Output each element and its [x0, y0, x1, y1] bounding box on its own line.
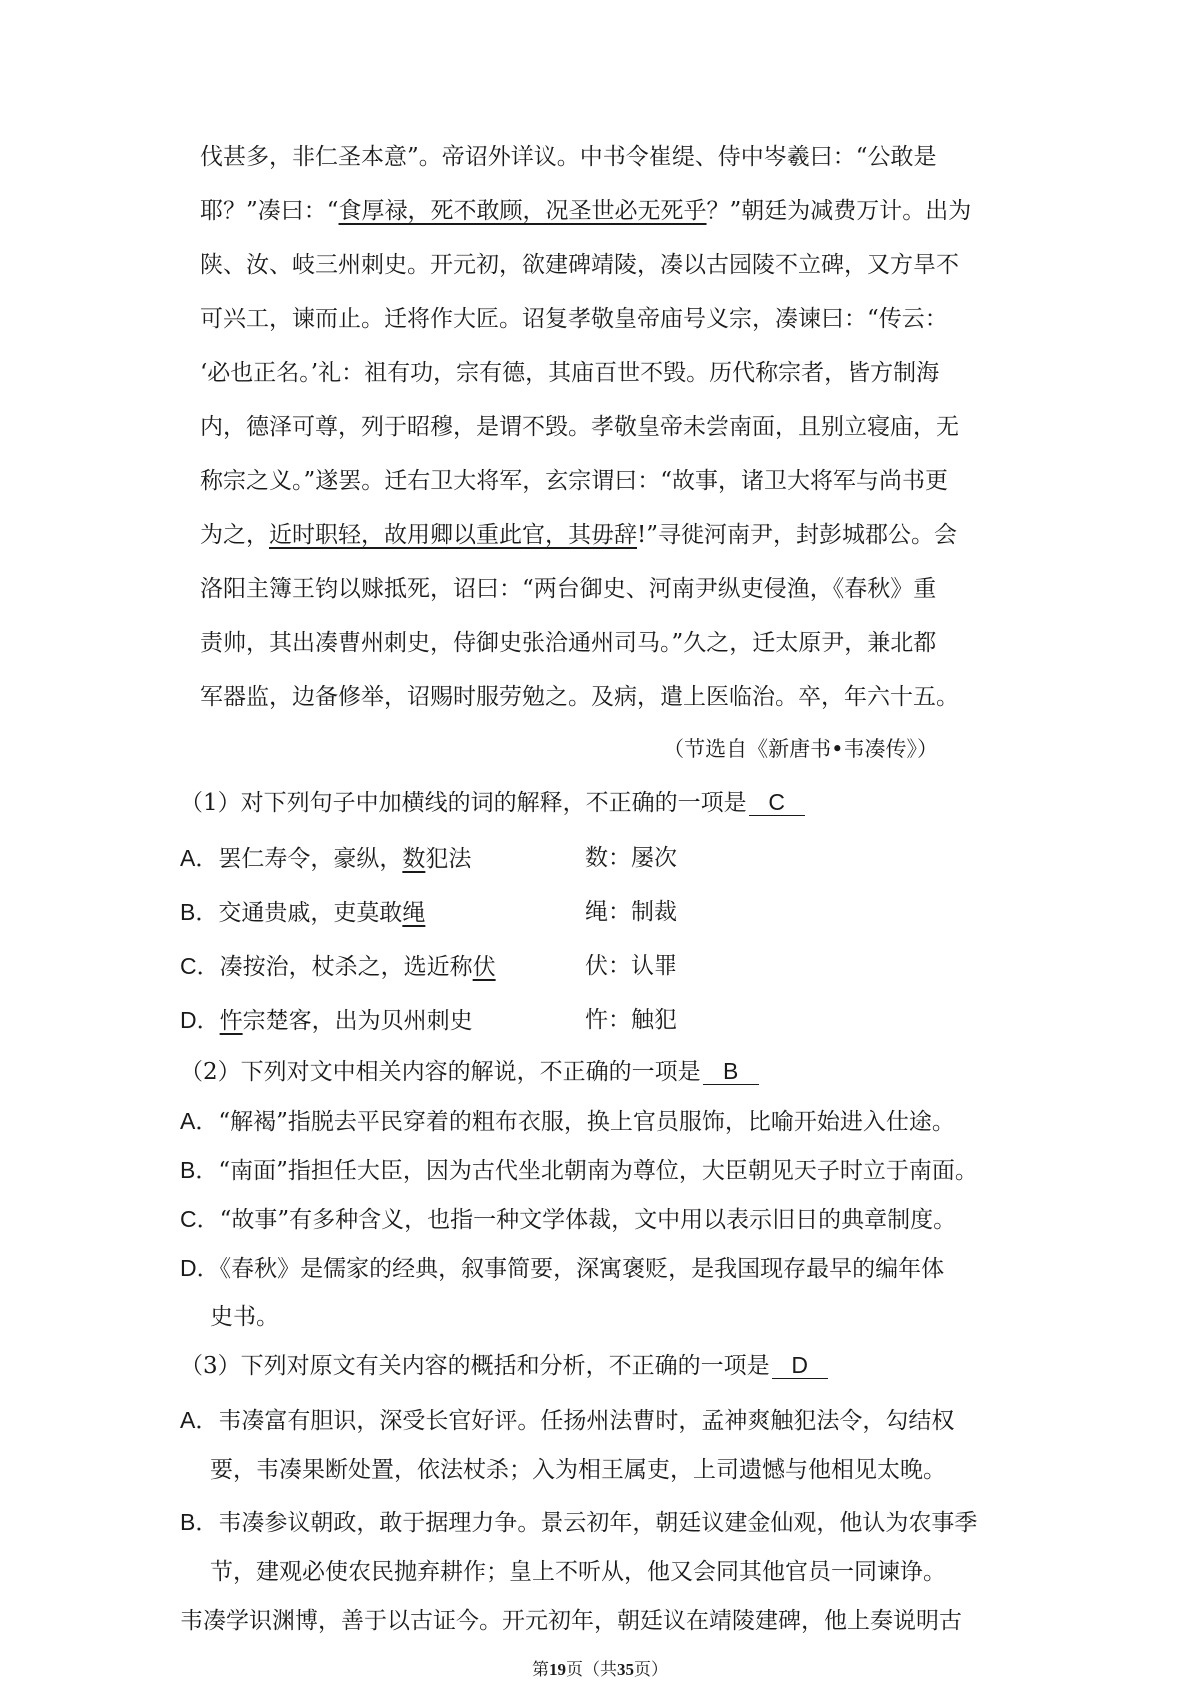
total-pages: 35: [617, 1660, 634, 1679]
q2-answer: B: [703, 1058, 759, 1085]
q2-stem-text: （2）下列对文中相关内容的解说，不正确的一项是: [180, 1059, 701, 1085]
q1-option-c-gloss: 伏：认罪: [585, 953, 677, 979]
passage-line-11: 军器监，边备修举，诏赐时服劳勉之。及病，遣上医临治。卒，年六十五。: [200, 684, 959, 710]
option-text: 罢仁寿令，豪纵，: [218, 846, 403, 872]
passage-line-10: 责帅，其出凑曹州刺史，侍御史张洽通州司马。”久之，迁太原尹，兼北都: [200, 630, 937, 656]
passage-line-1: 伐甚多，非仁圣本意”。帝诏外详议。中书令崔缇、侍中岑羲曰：“公敢是: [200, 144, 937, 170]
option-text: 凑按治，杖杀之，选近称: [219, 954, 473, 980]
passage-line-5: ‘必也正名。’礼：祖有功，宗有德，其庙百世不毁。历代称宗者，皆方制海: [200, 360, 940, 386]
q3-option-b: [180, 1507, 977, 1538]
underlined-sentence-2: 近时职轻，故用卿以重此官，其毋辞: [269, 522, 637, 548]
q3-answer: D: [772, 1352, 828, 1379]
underlined-word: 忤: [219, 1008, 243, 1034]
q3-option-a-cont: 要，韦凑果断处置，依法杖杀；入为相王属吏，上司遗憾与他相见太晚。: [210, 1457, 946, 1483]
q2-option-d: [180, 1253, 944, 1284]
passage-line-2: [200, 196, 971, 226]
q1-option-a-gloss: 数：屡次: [585, 845, 677, 871]
footer-text: 页（共: [566, 1660, 617, 1680]
option-text: 韦凑富有胆识，深受长官好评。任扬州法曹时，孟神爽触犯法令，勾结权: [218, 1408, 955, 1434]
option-letter: A．: [180, 1407, 219, 1433]
passage-line-3: 陕、汝、岐三州刺史。开元初，欲建碑靖陵，凑以古园陵不立碑，又方旱不: [200, 252, 959, 278]
passage-line-9: 洛阳主簿王钧以赇抵死，诏曰：“两台御史、河南尹纵吏侵渔，《春秋》重: [200, 576, 937, 602]
underlined-sentence-1: 食厚禄，死不敢顾，况圣世必无死乎: [338, 198, 707, 224]
passage-text: 为之，: [200, 522, 269, 548]
q3-stem: [180, 1351, 828, 1381]
footer-text: 第: [532, 1660, 549, 1680]
q1-stem: [180, 788, 805, 818]
q1-option-c: [180, 951, 496, 982]
option-text: “故事”有多种含义，也指一种文学体裁，文中用以表示旧日的典章制度。: [219, 1207, 957, 1233]
underlined-word: 伏: [472, 954, 496, 980]
q2-option-b: [180, 1155, 978, 1186]
q1-answer: C: [749, 789, 805, 816]
option-letter: D．: [180, 1255, 220, 1281]
q3-tail: 韦凑学识渊博，善于以古证今。开元初年，朝廷议在靖陵建碑，他上奏说明古: [180, 1608, 962, 1634]
q1-option-b: [180, 897, 425, 928]
q2-option-a: [180, 1106, 955, 1137]
q3-option-a: [180, 1405, 954, 1436]
option-text: “南面”指担任大臣，因为古代坐北朝南为尊位，大臣朝见天子时立于南面。: [218, 1158, 978, 1184]
passage-source: （节选自《新唐书•韦凑传》）: [663, 737, 938, 761]
q3-option-b-cont: 节，建观必使农民抛弃耕作；皇上不听从，他又会同其他官员一同谏诤。: [210, 1559, 946, 1585]
option-letter: C．: [180, 953, 220, 979]
underlined-word: 绳: [402, 900, 426, 926]
q3-stem-text: （3）下列对原文有关内容的概括和分析，不正确的一项是: [180, 1353, 770, 1379]
passage-text: !”寻徙河南尹，封彭城郡公。会: [637, 522, 958, 548]
passage-text: ？”朝廷为减费万计。出为: [706, 198, 972, 224]
page-number: 19: [549, 1660, 566, 1679]
footer-text: 页）: [634, 1660, 668, 1680]
q1-option-a: [180, 843, 471, 874]
q2-option-c: [180, 1204, 956, 1235]
passage-line-6: 内，德泽可尊，列于昭穆，是谓不毁。孝敬皇帝未尝南面，且别立寝庙，无: [200, 414, 959, 440]
passage-text: 耶？”凑曰：“: [200, 198, 339, 224]
passage-line-7: 称宗之义。”遂罢。迁右卫大将军，玄宗谓曰：“故事，诸卫大将军与尚书更: [200, 468, 949, 494]
q1-option-d: [180, 1005, 473, 1036]
q1-stem-text: （1）对下列句子中加横线的词的解释，不正确的一项是: [180, 790, 747, 816]
q1-option-b-gloss: 绳：制裁: [585, 899, 677, 925]
option-letter: C．: [180, 1206, 220, 1232]
option-text: 交通贵戚，吏莫敢: [218, 900, 403, 926]
option-letter: B．: [180, 1509, 219, 1535]
page-footer: [0, 1655, 1200, 1680]
q1-option-d-gloss: 忤：触犯: [585, 1007, 677, 1033]
option-text: 《春秋》是儒家的经典，叙事简要，深寓褒贬，是我国现存最早的编年体: [219, 1256, 945, 1282]
q2-option-d-cont: 史书。: [210, 1304, 279, 1330]
passage-line-8: [200, 520, 957, 550]
option-letter: A．: [180, 845, 219, 871]
option-text: 韦凑参议朝政，敢于据理力争。景云初年，朝廷议建金仙观，他认为农事季: [218, 1510, 978, 1536]
option-text: 宗楚客，出为贝州刺史: [242, 1008, 473, 1034]
option-letter: B．: [180, 899, 219, 925]
option-text: 犯法: [425, 846, 472, 872]
underlined-word: 数: [402, 846, 426, 872]
q2-stem: [180, 1057, 759, 1087]
option-letter: B．: [180, 1157, 219, 1183]
option-text: “解褐”指脱去平民穿着的粗布衣服，换上官员服饰，比喻开始进入仕途。: [218, 1109, 955, 1135]
option-letter: D．: [180, 1007, 220, 1033]
passage-line-4: 可兴工，谏而止。迁将作大匠。诏复孝敬皇帝庙号义宗，凑谏曰：“传云：: [200, 306, 948, 332]
option-letter: A．: [180, 1108, 219, 1134]
